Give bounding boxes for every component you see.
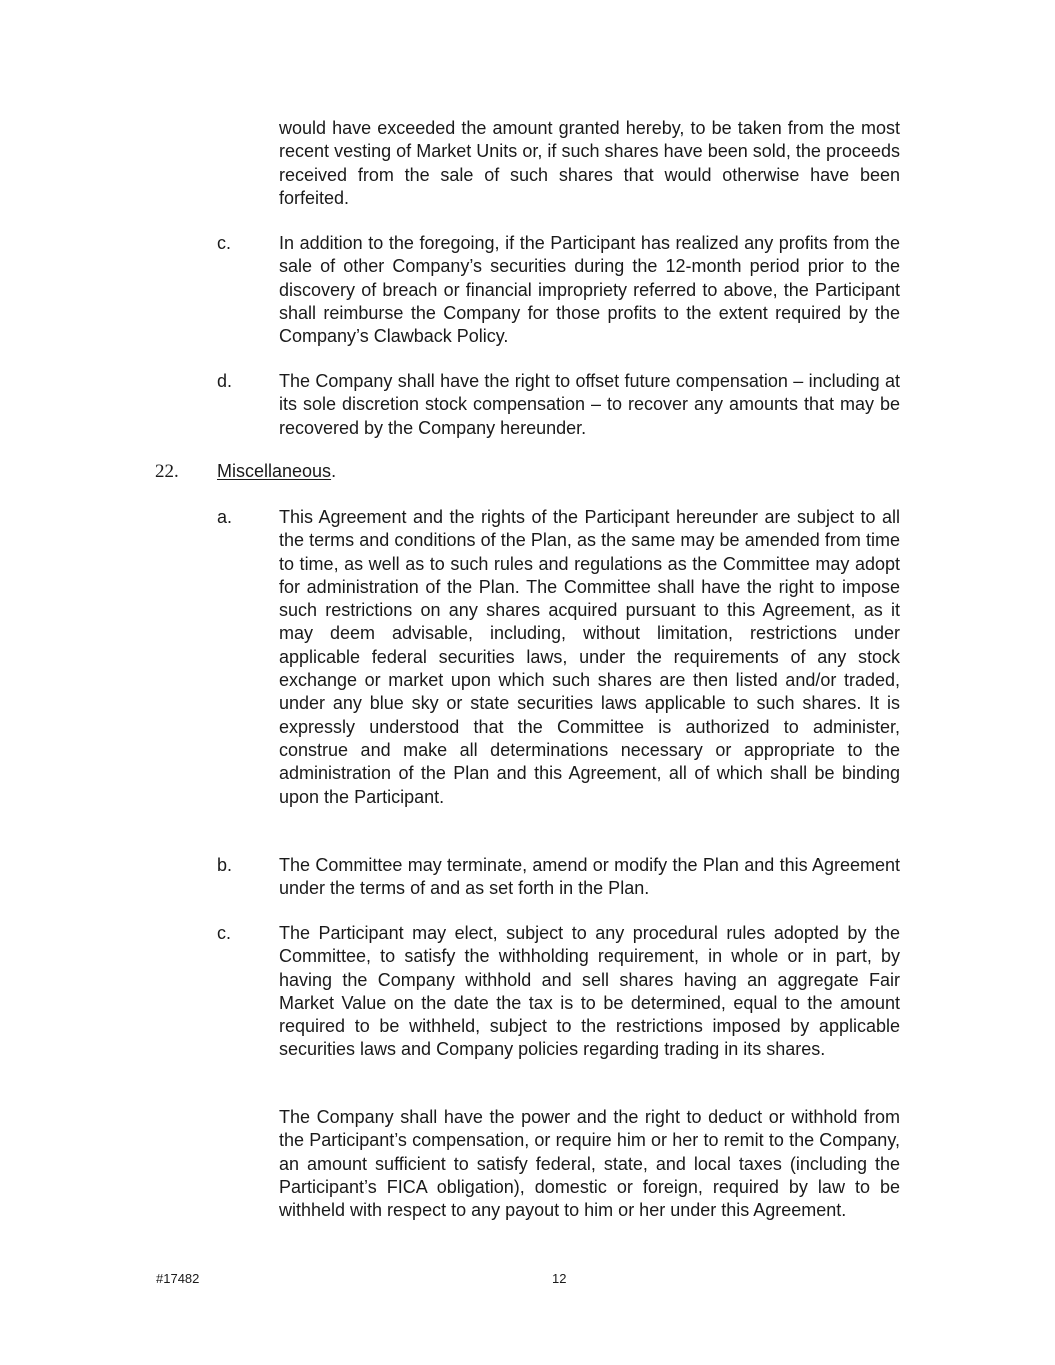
- footer-page-number: 12: [552, 1271, 567, 1286]
- paragraph-22c: The Participant may elect, subject to any procedural rules adopted by the Committee, to satisfy the withholding requirement, in whole or in part, by having the Company withhold and sell shares having an aggregate Fair Market Value on the date the tax is to be determined, equal to the amount required to be withheld, subject to the restrictions imposed by applicable securities laws and Company policies regarding trading in its shares.: [279, 923, 900, 1060]
- item-label: b.: [217, 855, 233, 875]
- paragraph-22c-continuation: The Company shall have the power and the right to deduct or withhold from the Participant’s compensation, or require him or her to remit to the Company, an amount sufficient to satisfy federal, state, and local taxes (including the Participant’s FICA obligation), domestic or foreign, required by law to be withheld with respect to any payout to him or her under this Agreement.: [279, 1107, 900, 1221]
- continuation-paragraph: would have exceeded the amount granted hereby, to be taken from the most recent vesting of Market Units or, if such shares have been sold, the proceeds received from the sale of such shares that would otherwise have been forfeited.: [279, 118, 900, 208]
- item-label: a.: [217, 507, 233, 527]
- section-title-period: .: [331, 461, 337, 481]
- paragraph-22a: This Agreement and the rights of the Participant hereunder are subject to all the terms and conditions of the Plan, as the same may be amended from time to time, as well as to such rules and regulations as the Committee may adopt for administration of the Plan. The Committee shall have the right to impose such restrictions on any shares acquired pursuant to this Agreement, as it may deem advisable, including, without limitation, restrictions under applicable federal securities laws, under the requirements of any stock exchange or market upon which such shares are then listed and/or traded, under any blue sky or state securities laws applicable to such shares. It is expressly understood that the Committee is authorized to administer, construe and make all determinations necessary or appropriate to the administration of the Plan and this Agreement, all of which shall be binding upon the Participant.: [279, 507, 900, 807]
- item-label: d.: [217, 371, 233, 391]
- section-heading: [217, 460, 336, 483]
- paragraph-21c: In addition to the foregoing, if the Participant has realized any profits from the sale of other Company’s securities during the 12-month period prior to the discovery of breach or financial impropriety referred to above, the Participant shall reimburse the Company for those profits to the extent required by the Company’s Clawback Policy.: [279, 233, 900, 347]
- paragraph-22b: The Committee may terminate, amend or modify the Plan and this Agreement under the terms of and as set forth in the Plan.: [279, 855, 900, 899]
- item-label: c.: [217, 923, 232, 943]
- item-label: c.: [217, 233, 232, 253]
- footer-doc-id: #17482: [156, 1271, 200, 1286]
- section-number: 22.: [155, 461, 179, 482]
- section-title: Miscellaneous: [217, 461, 332, 481]
- paragraph-21d: The Company shall have the right to offset future compensation – including at its sole discretion stock compensation – to recover any amounts that may be recovered by the Company hereunder.: [279, 371, 900, 438]
